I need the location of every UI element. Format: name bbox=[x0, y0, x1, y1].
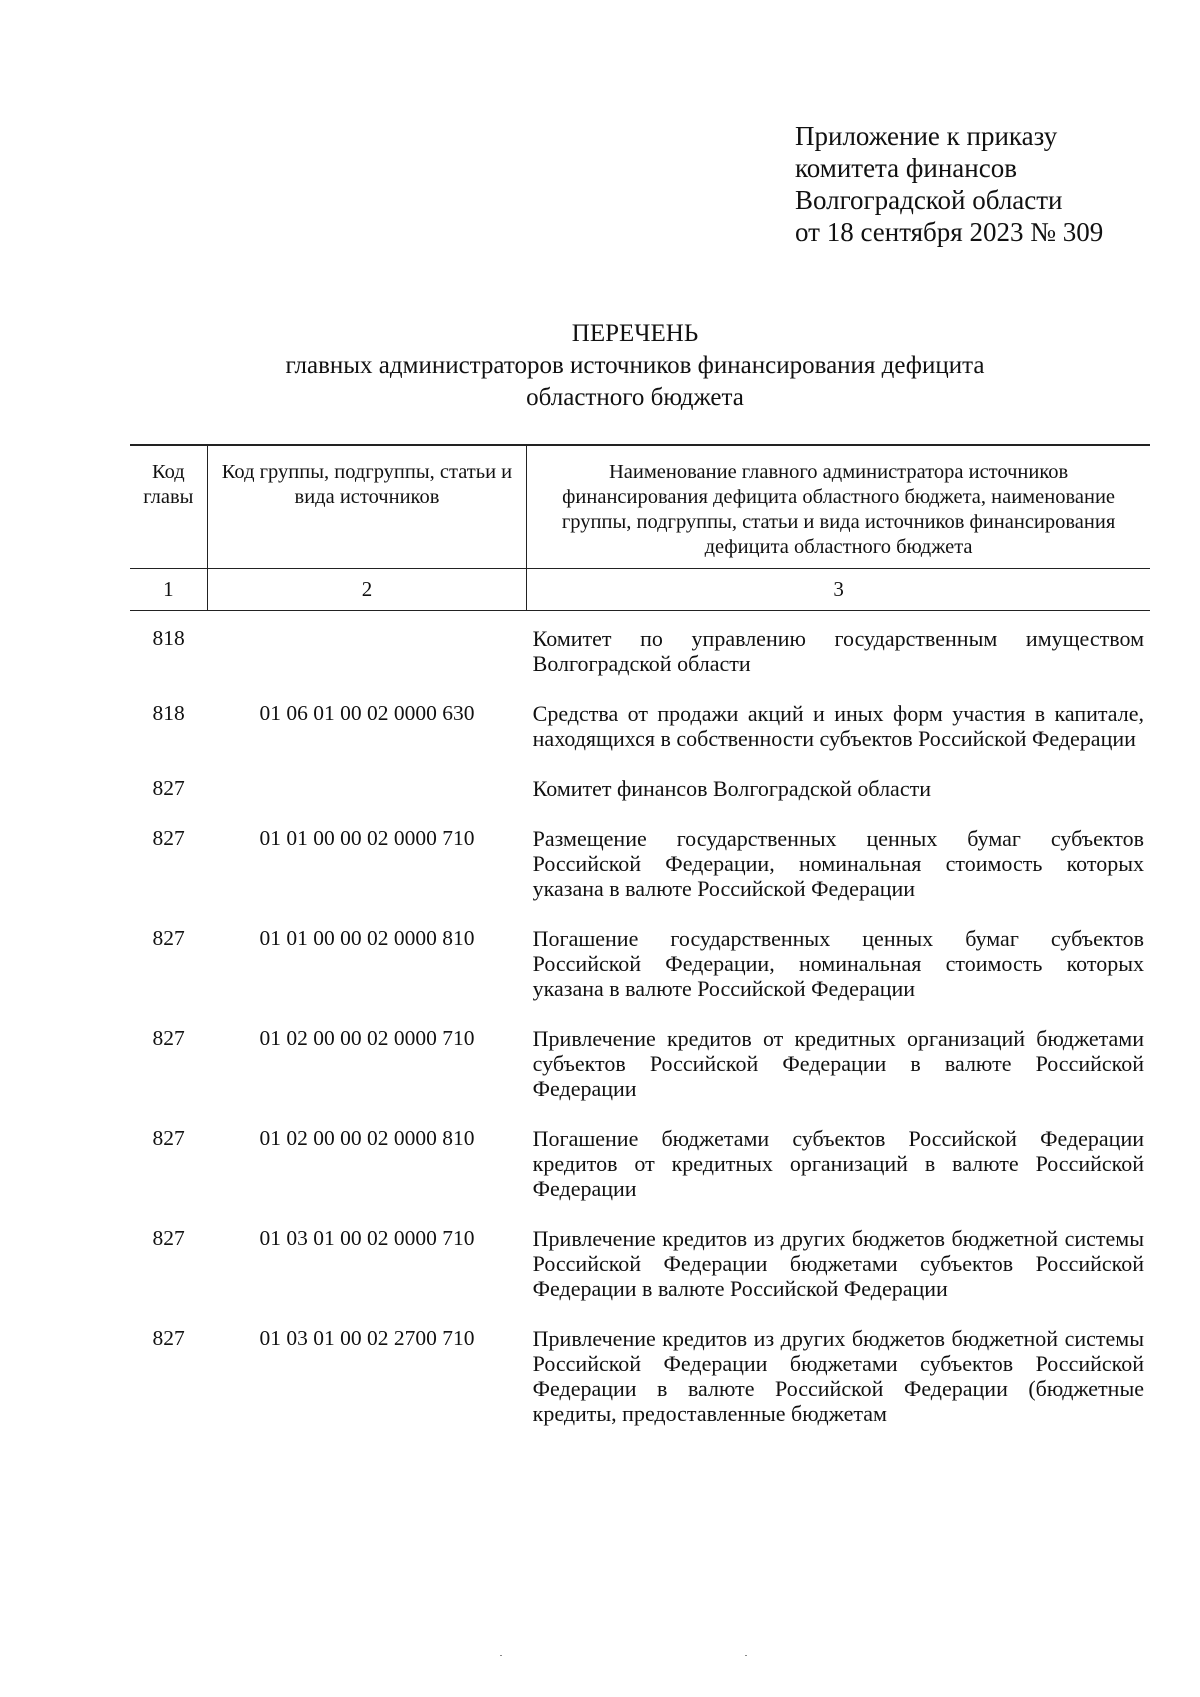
table-row bbox=[130, 926, 1150, 1026]
chapter-code: 827 bbox=[152, 1326, 185, 1350]
header-group-code: Код группы, подгруппы, статьи и вида источников bbox=[207, 445, 526, 569]
column-number: 3 bbox=[527, 569, 1150, 611]
document-title bbox=[130, 318, 1140, 414]
header-chapter-code: Код главы bbox=[130, 445, 207, 569]
table-row bbox=[130, 1226, 1150, 1326]
group-code: 01 02 00 00 02 0000 710 bbox=[259, 1026, 475, 1050]
group-code: 01 03 01 00 02 2700 710 bbox=[259, 1326, 475, 1350]
table-row bbox=[130, 1126, 1150, 1226]
chapter-code: 818 bbox=[152, 701, 185, 725]
column-number: 1 bbox=[130, 569, 207, 611]
row-name: Комитет финансов Волгоградской области bbox=[532, 776, 931, 801]
scan-speck bbox=[500, 1655, 502, 1656]
chapter-code: 827 bbox=[152, 1126, 185, 1150]
group-code: 01 06 01 00 02 0000 630 bbox=[259, 701, 475, 725]
chapter-code: 827 bbox=[152, 926, 185, 950]
chapter-code: 827 bbox=[152, 826, 185, 850]
title-subtitle: областного бюджета bbox=[526, 384, 744, 411]
appendix-line: Приложение к приказу bbox=[795, 121, 1058, 151]
appendix-line: Волгоградской области bbox=[795, 185, 1063, 215]
table-row bbox=[130, 611, 1150, 702]
chapter-code: 827 bbox=[152, 1026, 185, 1050]
group-code bbox=[207, 776, 526, 826]
table-row bbox=[130, 776, 1150, 826]
table-row bbox=[130, 826, 1150, 926]
appendix-block bbox=[795, 120, 1103, 248]
column-number-row bbox=[130, 569, 1150, 611]
group-code: 01 03 01 00 02 0000 710 bbox=[259, 1226, 475, 1250]
title-subtitle: главных администраторов источников финансирования дефицита bbox=[285, 352, 985, 379]
group-code: 01 01 00 00 02 0000 710 bbox=[259, 826, 475, 850]
appendix-line: комитета финансов bbox=[795, 153, 1017, 183]
header-name: Наименование главного администратора источников финансирования дефицита областного бюджета, наименование группы, подгруппы, статьи и вида источников финансирования дефицита областного бюджета bbox=[527, 445, 1150, 569]
sources-table bbox=[130, 444, 1150, 1451]
column-number: 2 bbox=[207, 569, 526, 611]
table-row bbox=[130, 1326, 1150, 1451]
table-row bbox=[130, 701, 1150, 776]
appendix-order-date: от 18 сентября 2023 № 309 bbox=[795, 217, 1104, 247]
chapter-code: 827 bbox=[152, 1226, 185, 1250]
table-row bbox=[130, 1026, 1150, 1126]
row-name: Привлечение кредитов от кредитных организаций бюджетами субъектов Российской Федерации в валюте Российской Федерации bbox=[532, 1026, 1144, 1101]
group-code bbox=[207, 611, 526, 702]
chapter-code: 827 bbox=[152, 776, 185, 800]
row-name: Погашение бюджетами субъектов Российской Федерации кредитов от кредитных организаций в валюте Российской Федерации bbox=[532, 1126, 1144, 1201]
row-name: Привлечение кредитов из других бюджетов бюджетной системы Российской Федерации бюджетами субъектов Российской Федерации в валюте Российской Федерации bbox=[532, 1226, 1144, 1301]
chapter-code: 818 bbox=[152, 626, 185, 650]
row-name: Привлечение кредитов из других бюджетов бюджетной системы Российской Федерации бюджетами субъектов Российской Федерации в валюте Российской Федерации (бюджетные кредиты, предоставленные бюджетам bbox=[532, 1326, 1144, 1426]
title-heading: ПЕРЕЧЕНЬ bbox=[571, 320, 699, 347]
row-name: Размещение государственных ценных бумаг субъектов Российской Федерации, номинальная стоимость которых указана в валюте Российской Федерации bbox=[532, 826, 1144, 901]
group-code: 01 01 00 00 02 0000 810 bbox=[259, 926, 475, 950]
row-name: Комитет по управлению государственным имуществом Волгоградской области bbox=[532, 626, 1144, 676]
group-code: 01 02 00 00 02 0000 810 bbox=[259, 1126, 475, 1150]
row-name: Погашение государственных ценных бумаг субъектов Российской Федерации, номинальная стоимость которых указана в валюте Российской Федерации bbox=[532, 926, 1144, 1001]
scan-speck bbox=[745, 1655, 747, 1656]
table-header-row bbox=[130, 445, 1150, 569]
row-name: Средства от продажи акций и иных форм участия в капитале, находящихся в собственности субъектов Российской Федерации bbox=[532, 701, 1144, 751]
